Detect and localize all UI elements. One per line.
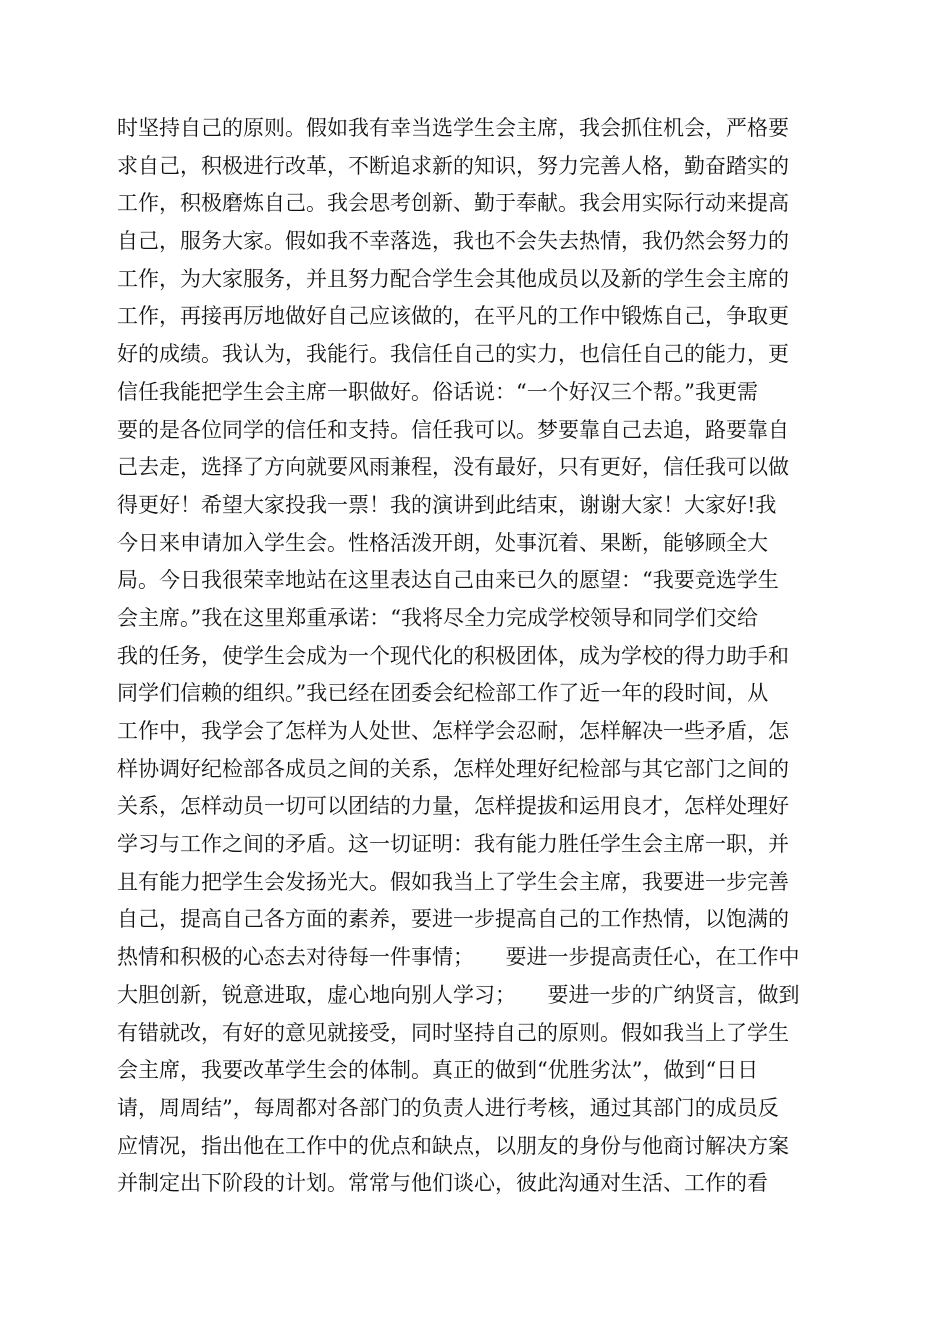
- text-line: 好的成绩。我认为，我能行。我信任自己的实力，也信任自己的能力，更: [117, 342, 789, 367]
- text-line: 工作，为大家服务，并且努力配合学生会其他成员以及新的学生会主席的: [117, 266, 789, 291]
- text-line: 己去走，选择了方向就要风雨兼程，没有最好，只有更好，信任我可以做: [117, 455, 789, 480]
- text-line: 我的任务，使学生会成为一个现代化的积极团体，成为学校的得力助手和: [117, 643, 789, 668]
- text-line: 会主席，我要改革学生会的体制。真正的做到“优胜劣汰”，做到“日日: [117, 1058, 759, 1083]
- text-line: 且有能力把学生会发扬光大。假如我当上了学生会主席，我要进一步完善: [117, 869, 789, 894]
- text-line: 局。今日我很荣幸地站在这里表达自己由来已久的愿望：“我要竞选学生: [117, 568, 779, 593]
- text-line: 应情况，指出他在工作中的优点和缺点，以朋友的身份与他商讨解决方案: [117, 1133, 789, 1158]
- text-line: 工作，再接再厉地做好自己应该做的，在平凡的工作中锻炼自己，争取更: [117, 304, 789, 329]
- text-line: 学习与工作之间的矛盾。这一切证明：我有能力胜任学生会主席一职，并: [117, 832, 789, 857]
- text-line: 时坚持自己的原则。假如我有幸当选学生会主席，我会抓住机会，严格要: [117, 116, 789, 140]
- text-line: 会主席。”我在这里郑重承诺：“我将尽全力完成学校领导和同学们交给: [117, 605, 758, 630]
- body-text: [117, 110, 837, 1203]
- text-line: 大胆创新，锐意进取，虚心地向别人学习； 要进一步的广纳贤言，做到: [117, 982, 800, 1007]
- text-line: 样协调好纪检部各成员之间的关系，怎样处理好纪检部与其它部门之间的: [117, 756, 789, 781]
- text-line: 求自己，积极进行改革，不断追求新的知识，努力完善人格，勤奋踏实的: [117, 153, 789, 178]
- text-line: 有错就改，有好的意见就接受，同时坚持自己的原则。假如我当上了学生: [117, 1020, 789, 1045]
- text-line: 同学们信赖的组织。”我已经在团委会纪检部工作了近一年的段时间，从: [117, 681, 769, 706]
- text-line: 今日来申请加入学生会。性格活泼开朗，处事沉着、果断，能够顾全大: [117, 530, 768, 555]
- text-line: 自己，提高自己各方面的素养，要进一步提高自己的工作热情，以饱满的: [117, 907, 789, 932]
- text-line: 信任我能把学生会主席一职做好。俗话说：“一个好汉三个帮。”我更需: [117, 379, 758, 404]
- text-line: 要的是各位同学的信任和支持。信任我可以。梦要靠自己去追，路要靠自: [117, 417, 789, 442]
- text-line: 并制定出下阶段的计划。常常与他们谈心，彼此沟通对生活、工作的看: [117, 1171, 768, 1196]
- text-line: 工作中，我学会了怎样为人处世、怎样学会忍耐，怎样解决一些矛盾，怎: [117, 719, 789, 743]
- text-line: 得更好！希望大家投我一票！我的演讲到此结束，谢谢大家！大家好!我: [117, 492, 777, 517]
- text-line: 热情和积极的心态去对待每一件事情； 要进一步提高责任心，在工作中: [117, 945, 800, 970]
- text-line: 关系，怎样动员一切可以团结的力量，怎样提拔和运用良才，怎样处理好: [117, 794, 789, 819]
- text-line: 工作，积极磨炼自己。我会思考创新、勤于奉献。我会用实际行动来提高: [117, 191, 789, 216]
- text-line: 自己，服务大家。假如我不幸落选，我也不会失去热情，我仍然会努力的: [117, 229, 789, 254]
- text-line: 请，周周结”，每周都对各部门的负责人进行考核，通过其部门的成员反: [117, 1095, 779, 1120]
